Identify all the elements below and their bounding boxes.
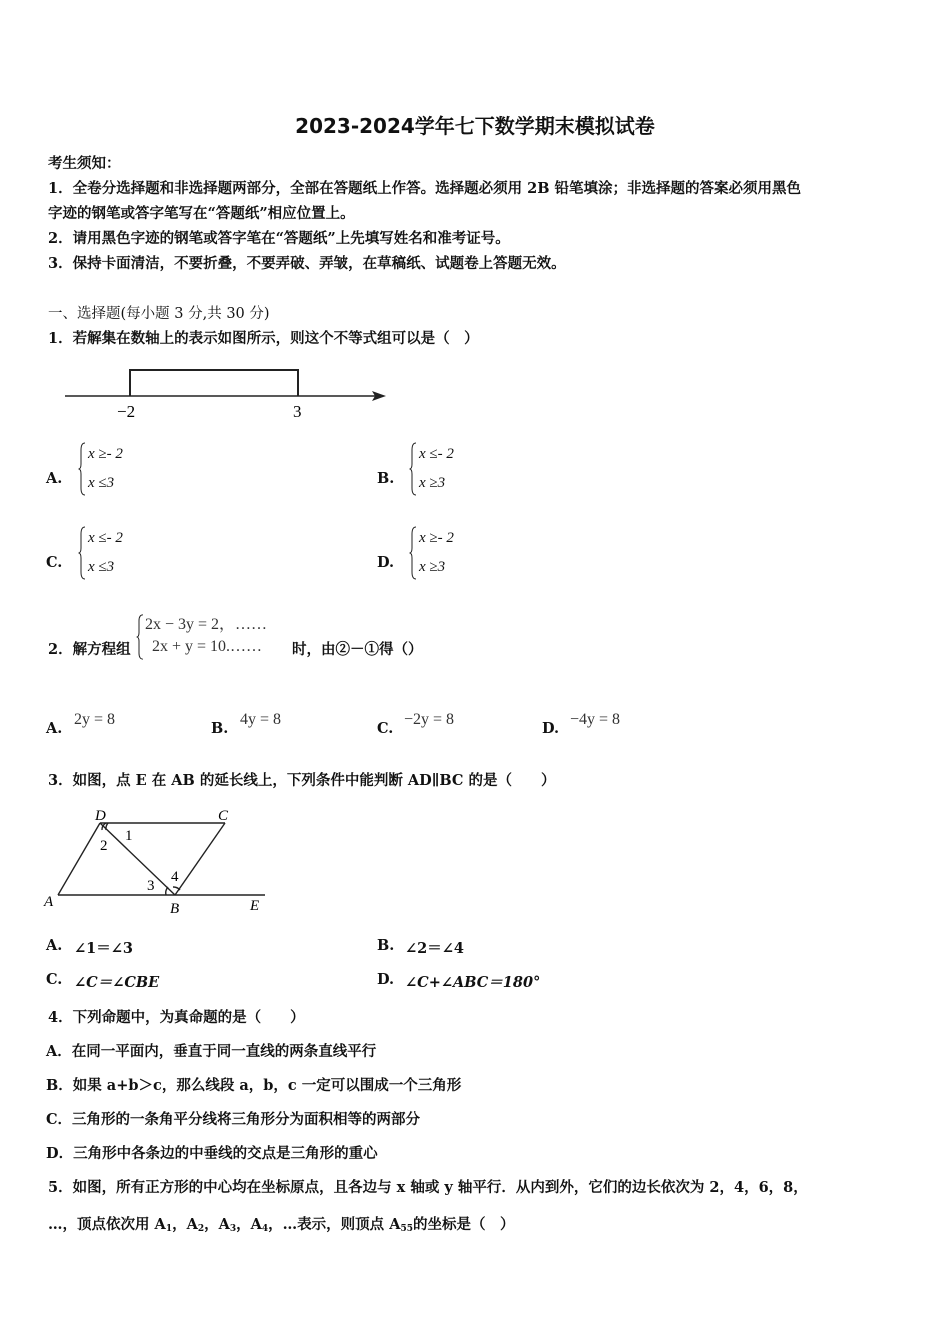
q3-option-a-text: ∠1＝∠3 <box>74 940 133 957</box>
q2-equation-2: 2x + y = 10.…… <box>152 638 263 655</box>
q2-option-a-eq: 2y = 8 <box>74 711 116 728</box>
notice-line-1a: 1．全卷分选择题和非选择题两部分，全部在答题纸上作答。选择题必须用 2B 铅笔填涂；非选择题的答案必须用黑色 <box>48 180 802 197</box>
q5-sub-3: 3 <box>229 1224 237 1234</box>
q1-option-b-label[interactable]: B. <box>377 470 395 487</box>
q1-option-b-line2: x ≥3 <box>419 475 446 491</box>
q1-option-d-system <box>409 524 509 584</box>
question-5-line-2 <box>48 1213 515 1234</box>
q3-option-c-text: ∠C＝∠CBE <box>74 974 160 991</box>
angle-label-3: 3 <box>147 878 155 894</box>
question-2-suffix: 时，由②－①得（） <box>292 641 423 658</box>
notice-line-1b: 字迹的钢笔或答字笔写在“答题纸”相应位置上。 <box>48 205 355 222</box>
question-1-text: 1．若解集在数轴上的表示如图所示，则这个不等式组可以是（ ） <box>48 330 479 347</box>
question-2-prefix: 2．解方程组 <box>48 641 131 658</box>
q5-text-b: ，…表示，则顶点 A <box>268 1216 401 1233</box>
q3-option-a-label[interactable]: A. <box>46 937 63 954</box>
q5-sep-2: ，A <box>204 1216 230 1233</box>
section-heading: 一、选择题(每小题 3 分,共 30 分) <box>48 306 270 322</box>
q1-option-c-line1: x ≤- 2 <box>88 530 123 546</box>
q2-equation-system <box>136 612 296 662</box>
question-5-line-1: 5．如图，所有正方形的中心均在坐标原点，且各边与 x 轴或 y 轴平行．从内到外，它们的边长依次为 2，4，6，8， <box>48 1179 808 1196</box>
notice-heading: 考生须知： <box>48 155 121 172</box>
q1-option-b-system <box>409 440 509 500</box>
q3-option-d-label[interactable]: D. <box>377 971 395 988</box>
vertex-label-e: E <box>250 898 260 914</box>
q4-option-c[interactable]: C．三角形的一条角平分线将三角形分为面积相等的两部分 <box>46 1111 421 1128</box>
q5-sub-4: 4 <box>261 1224 269 1234</box>
angle-label-4: 4 <box>171 869 179 885</box>
q1-option-c-label[interactable]: C. <box>46 554 63 571</box>
notice-line-3: 3．保持卡面清洁，不要折叠，不要弄破、弄皱，在草稿纸、试题卷上答题无效。 <box>48 255 566 272</box>
q3-option-b-text: ∠2＝∠4 <box>405 940 464 957</box>
angle-label-1: 1 <box>125 828 133 844</box>
vertex-label-d: D <box>95 808 106 824</box>
vertex-label-a: A <box>44 894 54 910</box>
q2-option-d-eq: −4y = 8 <box>570 711 621 728</box>
q1-option-d-line1: x ≥- 2 <box>419 530 454 546</box>
q2-option-c-eq: −2y = 8 <box>404 711 455 728</box>
q4-option-d[interactable]: D．三角形中各条边的中垂线的交点是三角形的重心 <box>46 1145 378 1162</box>
q1-option-a-label[interactable]: A. <box>46 470 63 487</box>
q1-option-d-line2: x ≥3 <box>419 559 446 575</box>
q3-option-c-label[interactable]: C. <box>46 971 63 988</box>
q1-option-b-line1: x ≤- 2 <box>419 446 454 462</box>
q1-option-d-label[interactable]: D. <box>377 554 395 571</box>
q2-equation-1: 2x − 3y = 2，…… <box>145 616 268 633</box>
q5-sep-1: ，A <box>172 1216 198 1233</box>
axis-label-3: 3 <box>293 402 302 421</box>
q1-option-c-system <box>78 524 178 584</box>
q5-sub-1: 1 <box>165 1224 173 1234</box>
q5-text-c: 的坐标是（ ） <box>413 1216 515 1233</box>
q5-sep-3: ，A <box>236 1216 262 1233</box>
q2-option-a-label[interactable]: A. <box>46 720 63 737</box>
question-4-text: 4．下列命题中，为真命题的是（ ） <box>48 1009 305 1026</box>
vertex-label-b: B <box>170 901 180 917</box>
q1-option-a-line2: x ≤3 <box>88 475 115 491</box>
number-line-figure <box>60 362 390 422</box>
q5-sub-55: 55 <box>400 1224 414 1234</box>
q3-option-d-text: ∠C+∠ABC＝180° <box>405 974 541 991</box>
parallelogram-figure <box>40 803 275 918</box>
question-3-text: 3．如图，点 E 在 AB 的延长线上，下列条件中能判断 AD∥BC 的是（ ） <box>48 772 556 789</box>
vertex-label-c: C <box>218 808 229 824</box>
q1-option-a-system <box>78 440 178 500</box>
q1-option-a-line1: x ≥- 2 <box>88 446 123 462</box>
q4-option-b[interactable]: B．如果 a+b＞c，那么线段 a，b，c 一定可以围成一个三角形 <box>46 1077 462 1094</box>
q2-option-d-label[interactable]: D. <box>542 720 560 737</box>
q5-text-a: …，顶点依次用 A <box>48 1216 166 1233</box>
q2-option-b-eq: 4y = 8 <box>240 711 282 728</box>
q3-option-b-label[interactable]: B. <box>377 937 395 954</box>
axis-label-neg2: −2 <box>117 402 136 421</box>
q5-sub-2: 2 <box>197 1224 205 1234</box>
q2-option-c-label[interactable]: C. <box>377 720 394 737</box>
q4-option-a[interactable]: A．在同一平面内，垂直于同一直线的两条直线平行 <box>46 1043 377 1060</box>
q1-option-c-line2: x ≤3 <box>88 559 115 575</box>
notice-line-2: 2．请用黑色字迹的钢笔或答字笔在“答题纸”上先填写姓名和准考证号。 <box>48 230 510 247</box>
angle-label-2: 2 <box>100 838 108 854</box>
page-title: 2023-2024学年七下数学期末模拟试卷 <box>295 114 655 138</box>
q2-option-b-label[interactable]: B. <box>211 720 229 737</box>
